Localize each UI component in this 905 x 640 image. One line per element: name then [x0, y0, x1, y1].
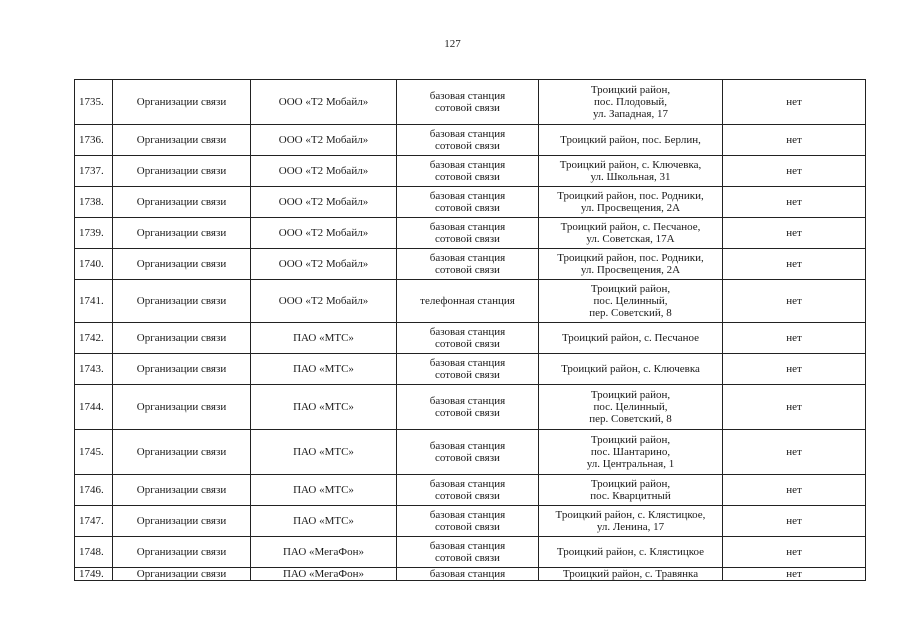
row-note: нет [723, 430, 866, 475]
table-row [75, 506, 866, 537]
row-address: Троицкий район, с. Песчаное [539, 323, 723, 354]
page-number: 127 [444, 38, 461, 50]
row-object: базовая станция сотовой связи [397, 354, 539, 385]
row-number: 1740. [75, 249, 113, 280]
row-owner: ПАО «МегаФон» [251, 537, 397, 568]
row-owner: ООО «Т2 Мобайл» [251, 280, 397, 323]
row-object: базовая станция сотовой связи [397, 80, 539, 125]
table-row [75, 156, 866, 187]
row-category: Организации связи [113, 125, 251, 156]
row-category: Организации связи [113, 475, 251, 506]
row-category: Организации связи [113, 568, 251, 581]
row-address: Троицкий район, пос. Шантарино, ул. Центральная, 1 [539, 430, 723, 475]
table-row [75, 323, 866, 354]
row-address: Троицкий район, с. Ключевка [539, 354, 723, 385]
row-note: нет [723, 280, 866, 323]
row-category: Организации связи [113, 385, 251, 430]
row-note: нет [723, 80, 866, 125]
row-number: 1748. [75, 537, 113, 568]
row-owner: ПАО «МТС» [251, 323, 397, 354]
row-object: телефонная станция [397, 280, 539, 323]
row-note: нет [723, 506, 866, 537]
row-category: Организации связи [113, 537, 251, 568]
row-object: базовая станция сотовой связи [397, 475, 539, 506]
table-row [75, 218, 866, 249]
row-address: Троицкий район, с. Клястицкое [539, 537, 723, 568]
row-note: нет [723, 537, 866, 568]
row-category: Организации связи [113, 249, 251, 280]
row-number: 1737. [75, 156, 113, 187]
table-row [75, 475, 866, 506]
row-number: 1743. [75, 354, 113, 385]
row-note: нет [723, 249, 866, 280]
row-number: 1741. [75, 280, 113, 323]
row-category: Организации связи [113, 430, 251, 475]
row-category: Организации связи [113, 354, 251, 385]
row-object: базовая станция сотовой связи [397, 125, 539, 156]
table-row [75, 430, 866, 475]
table-row [75, 537, 866, 568]
row-address: Троицкий район, пос. Целинный, пер. Советский, 8 [539, 385, 723, 430]
row-number: 1745. [75, 430, 113, 475]
row-note: нет [723, 354, 866, 385]
row-owner: ПАО «МегаФон» [251, 568, 397, 581]
row-address: Троицкий район, пос. Родники, ул. Просвещения, 2А [539, 187, 723, 218]
row-object: базовая станция сотовой связи [397, 430, 539, 475]
row-owner: ООО «Т2 Мобайл» [251, 125, 397, 156]
facilities-table [74, 79, 866, 581]
row-category: Организации связи [113, 506, 251, 537]
row-note: нет [723, 568, 866, 581]
row-number: 1742. [75, 323, 113, 354]
row-note: нет [723, 125, 866, 156]
row-owner: ООО «Т2 Мобайл» [251, 80, 397, 125]
row-owner: ПАО «МТС» [251, 385, 397, 430]
row-address: Троицкий район, пос. Берлин, [539, 125, 723, 156]
row-category: Организации связи [113, 323, 251, 354]
row-object: базовая станция сотовой связи [397, 249, 539, 280]
row-object: базовая станция сотовой связи [397, 506, 539, 537]
row-address: Троицкий район, пос. Родники, ул. Просвещения, 2А [539, 249, 723, 280]
row-object: базовая станция сотовой связи [397, 537, 539, 568]
table-row [75, 249, 866, 280]
row-owner: ООО «Т2 Мобайл» [251, 187, 397, 218]
row-object: базовая станция сотовой связи [397, 323, 539, 354]
row-category: Организации связи [113, 280, 251, 323]
row-number: 1747. [75, 506, 113, 537]
row-number: 1735. [75, 80, 113, 125]
row-category: Организации связи [113, 156, 251, 187]
row-note: нет [723, 156, 866, 187]
row-number: 1738. [75, 187, 113, 218]
row-note: нет [723, 323, 866, 354]
row-category: Организации связи [113, 187, 251, 218]
row-note: нет [723, 187, 866, 218]
row-object: базовая станция сотовой связи [397, 218, 539, 249]
row-owner: ООО «Т2 Мобайл» [251, 156, 397, 187]
row-address: Троицкий район, пос. Кварцитный [539, 475, 723, 506]
row-object: базовая станция сотовой связи [397, 156, 539, 187]
row-owner: ПАО «МТС» [251, 354, 397, 385]
row-number: 1739. [75, 218, 113, 249]
row-owner: ООО «Т2 Мобайл» [251, 249, 397, 280]
row-object: базовая станция сотовой связи [397, 187, 539, 218]
table-row [75, 280, 866, 323]
row-owner: ПАО «МТС» [251, 506, 397, 537]
row-object: базовая станция [397, 568, 539, 581]
table-row [75, 187, 866, 218]
row-address: Троицкий район, с. Песчаное, ул. Советская, 17А [539, 218, 723, 249]
row-note: нет [723, 475, 866, 506]
row-category: Организации связи [113, 218, 251, 249]
row-address: Троицкий район, с. Ключевка, ул. Школьная, 31 [539, 156, 723, 187]
row-address: Троицкий район, пос. Целинный, пер. Советский, 8 [539, 280, 723, 323]
row-owner: ПАО «МТС» [251, 475, 397, 506]
row-address: Троицкий район, с. Клястицкое, ул. Ленина, 17 [539, 506, 723, 537]
row-number: 1736. [75, 125, 113, 156]
row-note: нет [723, 218, 866, 249]
row-address: Троицкий район, с. Травянка [539, 568, 723, 581]
row-number: 1744. [75, 385, 113, 430]
row-address: Троицкий район, пос. Плодовый, ул. Западная, 17 [539, 80, 723, 125]
table-row [75, 385, 866, 430]
row-category: Организации связи [113, 80, 251, 125]
table-row [75, 354, 866, 385]
row-owner: ООО «Т2 Мобайл» [251, 218, 397, 249]
row-owner: ПАО «МТС» [251, 430, 397, 475]
row-object: базовая станция сотовой связи [397, 385, 539, 430]
row-number: 1746. [75, 475, 113, 506]
table-row [75, 80, 866, 125]
table-row [75, 125, 866, 156]
row-number: 1749. [75, 568, 113, 581]
row-note: нет [723, 385, 866, 430]
table-row [75, 568, 866, 581]
